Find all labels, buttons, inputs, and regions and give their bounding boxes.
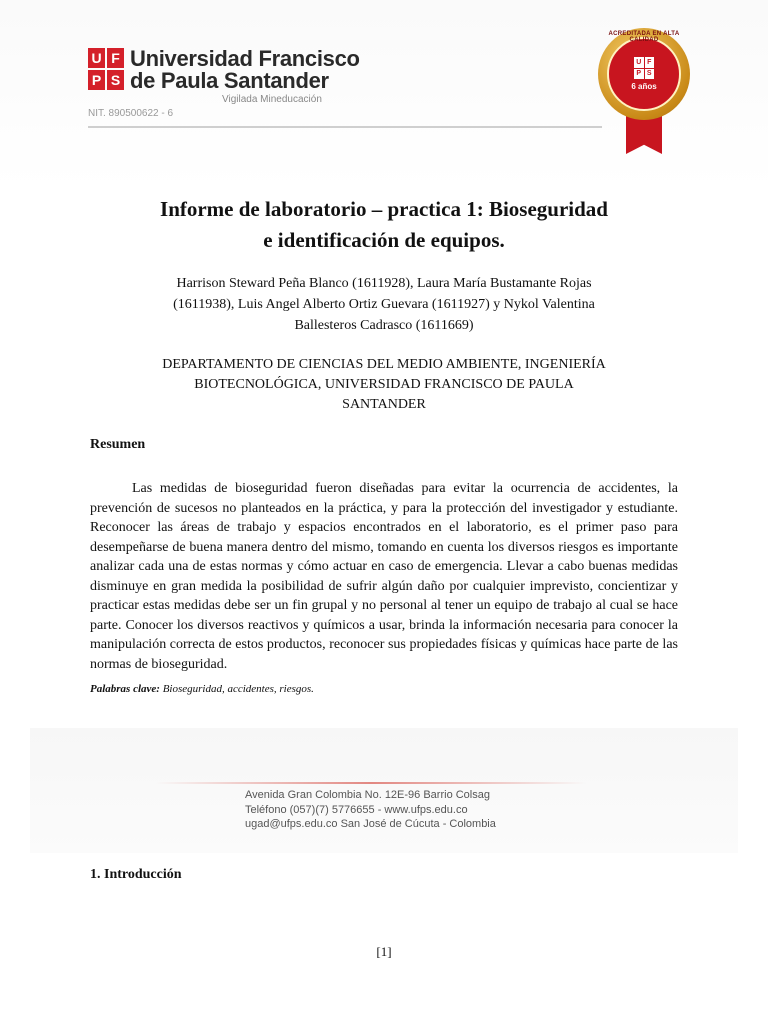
title-line: e identificación de equipos. (263, 228, 505, 252)
department-line: BIOTECNOLÓGICA, UNIVERSIDAD FRANCISCO DE PAULA (194, 377, 574, 392)
title-line: Informe de laboratorio – practica 1: Bioseguridad (160, 197, 608, 221)
logo-letter: S (107, 70, 124, 90)
university-name (130, 48, 360, 92)
ufps-logo-mark (88, 48, 124, 90)
header-divider (88, 126, 602, 128)
footer-email: ugad@ufps.edu.co San José de Cúcuta - Colombia (245, 818, 496, 830)
document-title (100, 194, 668, 256)
footer-contact (245, 788, 496, 832)
seal-logo-mark (634, 57, 654, 79)
accreditation-seal (598, 28, 690, 120)
seal-text: ACREDITADA EN ALTA CALIDAD (608, 31, 680, 43)
footer-phone: Teléfono (057)(7) 5776655 - www.ufps.edu.co (245, 803, 468, 816)
department-line: DEPARTAMENTO DE CIENCIAS DEL MEDIO AMBIENTE, INGENIERÍA (162, 357, 606, 372)
nit-number: NIT. 890500622 - 6 (88, 108, 174, 119)
university-name-line2: de Paula Santander (130, 68, 329, 93)
department-line: SANTANDER (342, 397, 426, 412)
page-number: [1] (376, 944, 392, 959)
logo-letter: F (645, 57, 655, 68)
keywords-label: Palabras clave: (90, 683, 160, 695)
abstract-heading: Resumen (90, 437, 146, 452)
logo-letter: S (645, 69, 655, 80)
university-name-line1: Universidad Francisco (130, 46, 360, 71)
department (120, 355, 648, 415)
seal-center (607, 37, 681, 111)
abstract-text: Las medidas de bioseguridad fueron diseñadas para evitar la ocurrencia de accidentes, la prevención de sucesos no planteados en la práctica, y para la protección del investigador y estudiante. Reconocer las áreas de trabajo y espacios encontrados en el laboratorio, es el primer paso para desempeñarse de buena manera dentro del mismo, tomando en cuenta los diversos riesgos es importante analizar cada una de estas normas y cómo actuar en caso de emergencia. Llevar a cabo buenas medidas disminuye en gran medida la posibilidad de sufrir algún daño por cualquier imprevisto, concientizar y practicar estas medidas debe ser un fin grupal y no personal al tener un equipo de trabajo al cual se hace parte. Conocer los diversos reactivos y químicos a usar, brinda la información necesaria para conocer la manipulación correcta de estos productos, reconocer sus propiedades físicas y químicas hace parte de las normas de bioseguridad. (90, 481, 678, 672)
footer-divider (156, 782, 586, 784)
seal-years: 6 años (631, 82, 657, 91)
tagline: Vigilada Mineducación (222, 94, 322, 105)
keywords (90, 683, 314, 695)
introduction-heading: 1. Introducción (90, 867, 182, 882)
logo-letter: U (88, 48, 105, 68)
authors (120, 273, 648, 336)
logo-letter: F (107, 48, 124, 68)
authors-line: (1611938), Luis Angel Alberto Ortiz Guevara (1611927) y Nykol Valentina (173, 297, 595, 312)
logo-letter: P (634, 69, 644, 80)
logo-letter: P (88, 70, 105, 90)
ufps-logo (88, 48, 360, 92)
keywords-list: Bioseguridad, accidentes, riesgos. (159, 683, 314, 695)
footer-address: Avenida Gran Colombia No. 12E-96 Barrio Colsag (245, 789, 490, 801)
authors-line: Ballesteros Cadrasco (1611669) (294, 318, 474, 333)
logo-letter: U (634, 57, 644, 68)
authors-line: Harrison Steward Peña Blanco (1611928), Laura María Bustamante Rojas (176, 276, 592, 291)
